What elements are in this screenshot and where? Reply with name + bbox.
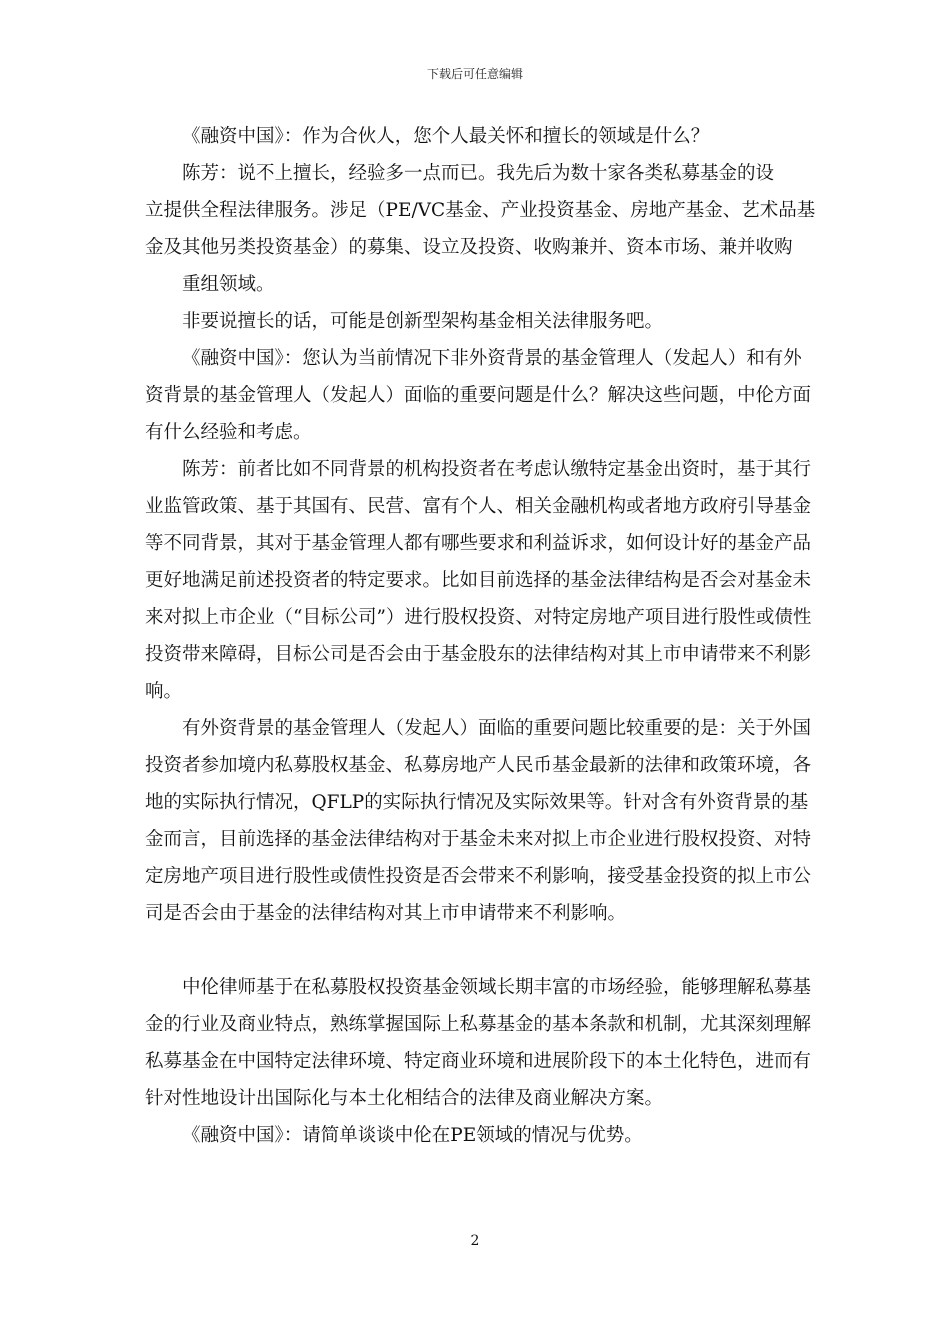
paragraph-answer-2c: 中伦律师基于在私募股权投资基金领域长期丰富的市场经验，能够理解私募基金的行业及商业特点，熟练掌握国际上私募基金的基本条款和机制，尤其深刻理解私募基金在中国特定法律环境、特定商业环境和进展阶段下的本土化特色，进而有针对性地设计出国际化与本土化相结合的法律及商业解决方案。 [145, 977, 812, 1109]
paragraph-question-3: 《融资中国》：请简单谈谈中伦在PE领域的情况与优势。 [182, 1125, 643, 1146]
paragraph-answer-2b: 有外资背景的基金管理人（发起人）面临的重要问题比较重要的是：关于外国投资者参加境内私募股权基金、私募房地产人民币基金最新的法律和政策环境，各地的实际执行情况，QFLP的实际执行情况及实际效果等。针对含有外资背景的基金而言，目前选择的基金法律结构对于基金未来对拟上市企业进行股权投资、对特定房地产项目进行股性或债性投资是否会带来不利影响，接受基金投资的拟上市公司是否会由于基金的法律结构对其上市申请带来不利影响。 [145, 718, 812, 924]
document-body [145, 118, 817, 1154]
paragraph-answer-1b: 立提供全程法律服务。涉足（PE/VC基金、产业投资基金、房地产基金、艺术品基金及其他另类投资基金）的募集、设立及投资、收购兼并、资本市场、兼并收购 [145, 200, 816, 258]
paragraph-question-1: 《融资中国》：作为合伙人，您个人最关怀和擅长的领域是什么？ [182, 126, 710, 147]
blank-line [145, 932, 817, 969]
paragraph-answer-1c: 重组领域。 [182, 274, 275, 295]
page-header: 下载后可任意编辑 [426, 67, 523, 81]
paragraph-answer-2a: 陈芳：前者比如不同背景的机构投资者在考虑认缴特定基金出资时，基于其行业监管政策、基于其国有、民营、富有个人、相关金融机构或者地方政府引导基金等不同背景，其对于基金管理人都有哪些要求和利益诉求，如何设计好的基金产品更好地满足前述投资者的特定要求。比如目前选择的基金法律结构是否会对基金未来对拟上市企业（“目标公司”）进行股权投资、对特定房地产项目进行股性或债性投资带来障碍，目标公司是否会由于基金股东的法律结构对其上市申请带来不利影响。 [145, 459, 812, 702]
paragraph-question-2: 《融资中国》：您认为当前情况下非外资背景的基金管理人（发起人）和有外资背景的基金管理人（发起人）面临的重要问题是什么？解决这些问题，中伦方面有什么经验和考虑。 [145, 348, 812, 443]
page-number: 2 [470, 1233, 480, 1249]
paragraph-answer-1a: 陈芳：说不上擅长，经验多一点而已。我先后为数十家各类私募基金的设 [182, 163, 775, 184]
paragraph-answer-1d: 非要说擅长的话，可能是创新型架构基金相关法律服务吧。 [182, 311, 664, 332]
